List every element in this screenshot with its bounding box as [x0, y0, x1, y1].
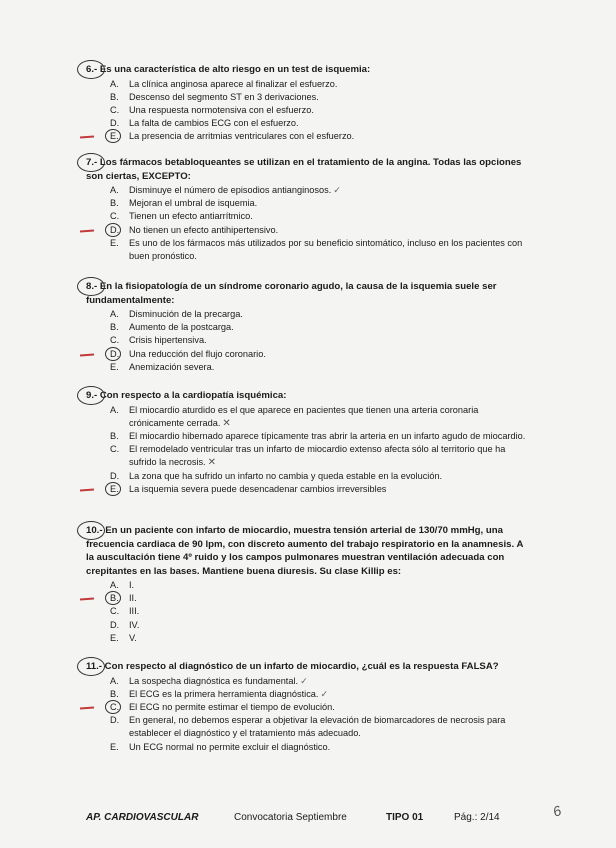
option-e: E. Un ECG normal no permite excluir el diagnóstico. [110, 741, 331, 752]
question-stem: 7.- Los fármacos betabloqueantes se utilizan en el tratamiento de la angina. Todas las opciones son ciertas, EXCEPTO: [86, 157, 522, 182]
option-e: E. Es uno de los fármacos más utilizados por su beneficio sintomático, incluso en los pacientes con buen pronóstico. [110, 237, 523, 262]
option-c: C. Crisis hipertensiva. [110, 335, 207, 346]
option-e-selected: E. La isquemia severa puede desencadenar cambios irreversibles [110, 483, 526, 496]
option-c: C. Una respuesta normotensiva con el esfuerzo. [110, 104, 314, 115]
red-arrow-mark [80, 353, 94, 356]
red-arrow-mark [80, 598, 94, 601]
footer-exam-type: TIPO 01 [386, 812, 424, 823]
option-c: C. Tienen un efecto antiarrítmico. [110, 211, 253, 222]
option-b: B. El ECG es la primera herramienta diagnóstica. ✓ [110, 688, 328, 699]
question-10 [86, 524, 526, 645]
option-e-selected: E. La presencia de arritmias ventriculares con el esfuerzo. [110, 130, 526, 143]
option-d: D. IV. [110, 619, 140, 630]
question-stem: 6.- Es una característica de alto riesgo en un test de isquemia: [86, 64, 371, 75]
red-arrow-mark [80, 706, 94, 709]
question-stem: 11.- Con respecto al diagnóstico de un infarto de miocardio, ¿cuál es la respuesta FALSA? [86, 661, 499, 672]
option-a: A. La sospecha diagnóstica es fundamental. ✓ [110, 675, 307, 686]
option-d: D. La falta de cambios ECG con el esfuerzo. [110, 118, 299, 129]
red-arrow-mark [80, 136, 94, 139]
handwritten-circle [77, 386, 105, 405]
question-stem: 9.- Con respecto a la cardiopatía isquémica: [86, 390, 287, 401]
handwritten-tick: ✓ [300, 675, 307, 686]
page-footer [86, 812, 526, 828]
option-a: A. Disminución de la precarga. [110, 309, 243, 319]
option-b: B. Mejoran el umbral de isquemia. [110, 198, 258, 209]
handwritten-cross: ✕ [207, 457, 216, 469]
question-stem: 10.- En un paciente con infarto de miocardio, muestra tensión arterial de 130/70 mmHg, una frecuencia cardiaca de 90 lpm, con discreto aumento del trabajo respiratorio en la anamnesis. A la auscultación tiene 4º ruido y los campos pulmonares muestran ventilación adecuada con crepitantes en las bases. Mantiene buena diuresis. Su clase Killip es: [86, 525, 524, 577]
option-a: A. Disminuye el número de episodios antianginosos. ✓ [110, 185, 340, 195]
handwritten-corner-mark: 6 [550, 802, 564, 820]
option-e: E. Anemización severa. [110, 361, 215, 372]
footer-session: Convocatoria Septiembre [234, 812, 347, 823]
option-b: B. Aumento de la postcarga. [110, 322, 234, 333]
question-9 [86, 389, 526, 496]
question-11 [86, 660, 526, 754]
question-8 [86, 280, 526, 374]
option-d-selected: D. No tienen un efecto antihipertensivo. [110, 224, 526, 237]
option-list [86, 579, 526, 645]
option-list [86, 675, 526, 754]
question-7 [86, 156, 526, 263]
question-6 [86, 63, 526, 144]
footer-page-number: Pág.: 2/14 [454, 812, 500, 823]
option-a: A. I. [110, 580, 135, 590]
handwritten-cross: ✕ [222, 417, 231, 429]
option-d: D. La zona que ha sufrido un infarto no cambia y queda estable en la evolución. [110, 470, 443, 481]
option-d-selected: D. Una reducción del flujo coronario. [110, 348, 526, 361]
handwritten-circle [77, 60, 105, 79]
option-d: D. En general, no debemos esperar a objetivar la elevación de biomarcadores de necrosis para establecer el diagnóstico y el tratamiento más adecuado. [110, 715, 506, 739]
handwritten-tick: ✓ [333, 185, 340, 195]
option-list [86, 404, 526, 496]
option-c-selected: C. El ECG no permite estimar el tiempo de evolución. [110, 701, 526, 714]
footer-subject: AP. CARDIOVASCULAR [86, 812, 199, 823]
option-b-selected: B. II. [110, 592, 526, 605]
option-b: B. El miocardio hibernado aparece típicamente tras abrir la arteria en un infarto agudo de miocardio. [110, 430, 526, 441]
handwritten-tick: ✓ [320, 688, 328, 699]
handwritten-circle [77, 521, 105, 540]
handwritten-circle [77, 153, 105, 172]
option-e: E. V. [110, 632, 137, 643]
red-arrow-mark [80, 229, 94, 232]
option-list [86, 78, 526, 144]
option-c: C. III. [110, 606, 140, 617]
red-arrow-mark [80, 488, 94, 491]
option-b: B. Descenso del segmento ST en 3 derivaciones. [110, 91, 319, 102]
option-a: A. La clínica anginosa aparece al finalizar el esfuerzo. [110, 78, 338, 89]
handwritten-circle [77, 277, 105, 296]
option-list [86, 308, 526, 374]
option-a: A. El miocardio aturdido es el que aparece en pacientes que tienen una arteria coronaria crónicamente cerrada. ✕ [110, 404, 479, 429]
option-list [86, 184, 526, 263]
handwritten-circle [77, 657, 105, 676]
option-c: C. El remodelado ventricular tras un infarto de miocardio extenso afecta sólo al territorio que ha sufrido la necrosis. ✕ [110, 444, 506, 469]
question-stem: 8.- En la fisiopatología de un síndrome coronario agudo, la causa de la isquemia suele ser fundamentalmente: [86, 281, 497, 306]
